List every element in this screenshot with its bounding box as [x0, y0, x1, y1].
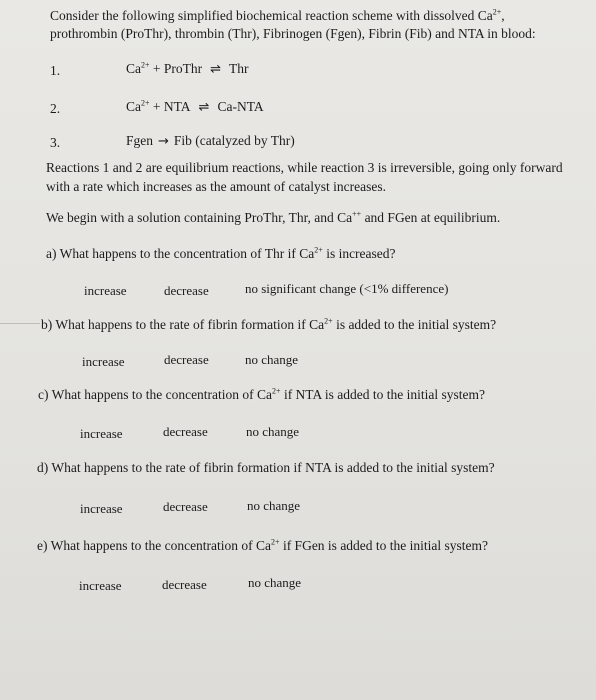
reaction-1-number: 1.	[50, 63, 61, 78]
question-b-option-decrease[interactable]: decrease	[164, 352, 209, 367]
question-e-option-decrease[interactable]: decrease	[162, 577, 207, 592]
question-d-option-increase[interactable]: increase	[80, 501, 123, 516]
question-e-option-no-change[interactable]: no change	[248, 575, 302, 590]
question-c-option-no-change[interactable]: no change	[246, 424, 300, 439]
reaction-2: $Ca^{2+}$ + NTA ⇌ Ca-NTA	[126, 98, 264, 115]
intro-line-1: Consider the following simplified biochemical reaction scheme with dissolved $Ca^{2+}$,	[50, 7, 505, 23]
equilibrium-arrow-icon: ⇌	[198, 100, 210, 115]
question-a-option-decrease[interactable]: decrease	[164, 283, 209, 298]
question-a-option-no-change[interactable]: no significant change (<1% difference)	[245, 281, 449, 296]
notes-line-2: with a rate which increases as the amount of catalyst increases.	[46, 179, 386, 194]
intro-line-2: prothrombin (ProThr), thrombin (Thr), Fibrinogen (Fgen), Fibrin (Fib) and NTA in blood:	[50, 26, 536, 41]
question-d-option-decrease[interactable]: decrease	[163, 499, 208, 514]
question-b: b) What happens to the rate of fibrin formation if $Ca^{2+}$ is added to the initial system?	[41, 316, 497, 332]
question-c-option-increase[interactable]: increase	[80, 426, 123, 441]
reaction-3-number: 3.	[50, 135, 61, 150]
question-b-option-no-change[interactable]: no change	[245, 352, 299, 367]
forward-arrow-icon: →	[158, 134, 169, 149]
question-d-option-no-change[interactable]: no change	[247, 498, 301, 513]
question-e: e) What happens to the concentration of $Ca^{2+}$ if FGen is added to the initial system?	[37, 537, 489, 553]
question-a: a) What happens to the concentration of Thr if $Ca^{2+}$ is increased?	[46, 245, 396, 261]
question-b-option-increase[interactable]: increase	[82, 354, 125, 369]
question-d: d) What happens to the rate of fibrin formation if NTA is added to the initial system?	[37, 460, 495, 475]
notes-line-1: Reactions 1 and 2 are equilibrium reactions, while reaction 3 is irreversible, going only forward	[46, 160, 563, 175]
divider	[0, 323, 40, 324]
reaction-1: $Ca^{2+}$ + ProThr ⇌ Thr	[126, 60, 249, 77]
reaction-2-number: 2.	[50, 101, 61, 116]
question-c: c) What happens to the concentration of $Ca^{2+}$ if NTA is added to the initial system?	[38, 386, 485, 402]
equilibrium-arrow-icon: ⇌	[210, 62, 222, 77]
reaction-3: Fgen → Fib (catalyzed by Thr)	[126, 133, 295, 149]
question-e-option-increase[interactable]: increase	[79, 578, 122, 593]
question-c-option-decrease[interactable]: decrease	[163, 424, 208, 439]
question-a-option-increase[interactable]: increase	[84, 283, 127, 298]
initial-condition: We begin with a solution containing ProThr, Thr, and Ca++ and FGen at equilibrium.	[46, 209, 501, 225]
